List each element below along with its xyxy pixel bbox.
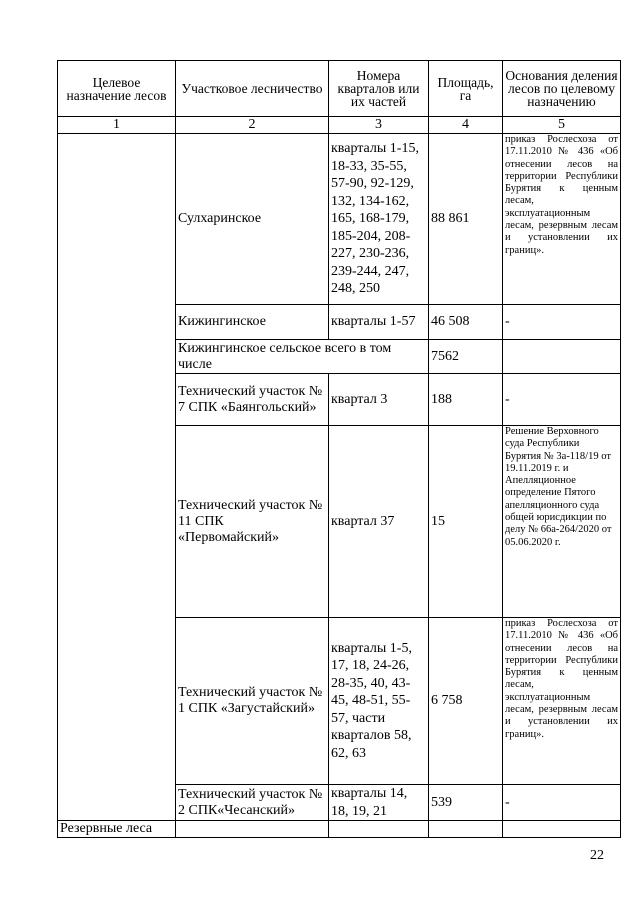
column-number: 2 — [176, 117, 329, 134]
header-forestry: Участковое лесничество — [176, 61, 329, 117]
empty-cell — [429, 821, 503, 838]
quarter-numbers: кварталы 1-5, 17, 18, 24-26, 28-35, 40, 43-45, 48-51, 55-57, части кварталов 58, 62, 63 — [329, 618, 429, 785]
quarter-numbers: квартал 3 — [329, 374, 429, 426]
quarter-numbers: кварталы 14, 18, 19, 21 — [329, 785, 429, 821]
empty-cell — [329, 821, 429, 838]
header-quarters: Номера кварталов или их частей — [329, 61, 429, 117]
header-basis: Основания деления лесов по целевому назначению — [503, 61, 621, 117]
basis-dash: - — [503, 305, 621, 340]
empty-cell — [176, 821, 329, 838]
header-purpose: Целевое назначение лесов — [58, 61, 176, 117]
basis-dash: - — [503, 785, 621, 821]
header-area: Площадь, га — [429, 61, 503, 117]
column-number: 5 — [503, 117, 621, 134]
forestry-name: Сулхаринское — [176, 134, 329, 305]
forestry-name: Технический участок № 2 СПК«Чесанский» — [176, 785, 329, 821]
table-row — [58, 134, 621, 305]
quarter-numbers: кварталы 1-57 — [329, 305, 429, 340]
page-number: 22 — [590, 848, 604, 863]
basis-text: приказ Рослесхоза от 17.11.2010 № 436 «Об отнесении лесов на территории Республики Бурятия к ценным лесам, эксплуатационным лесам, резервным лесам и установлении их границ». — [503, 618, 621, 785]
basis-dash: - — [503, 374, 621, 426]
basis-empty — [503, 340, 621, 374]
quarter-numbers: квартал 37 — [329, 426, 429, 618]
forest-purpose-table — [57, 60, 621, 838]
area-value: 6 758 — [429, 618, 503, 785]
purpose-reserve: Резервные леса — [58, 821, 176, 838]
empty-cell — [503, 821, 621, 838]
area-value: 539 — [429, 785, 503, 821]
forestry-name: Технический участок № 7 СПК «Баянгольский» — [176, 374, 329, 426]
header-row — [58, 61, 621, 117]
column-number: 4 — [429, 117, 503, 134]
area-value: 15 — [429, 426, 503, 618]
column-number: 3 — [329, 117, 429, 134]
table-row — [58, 821, 621, 838]
basis-text: Решение Верховного суда Республики Бурятия № 3а-118/19 от 19.11.2019 г. и Апелляционное определение Пятого апелляционного суда общей юрисдикции по делу № 66а-264/2020 от 05.06.2020 г. — [503, 426, 621, 618]
area-value: 188 — [429, 374, 503, 426]
forestry-name: Кижингинское сельское всего в том числе — [176, 340, 429, 374]
forestry-name: Технический участок № 11 СПК «Первомайский» — [176, 426, 329, 618]
forestry-name: Кижингинское — [176, 305, 329, 340]
forestry-name: Технический участок № 1 СПК «Загустайский» — [176, 618, 329, 785]
purpose-cell-empty — [58, 134, 176, 821]
area-value: 7562 — [429, 340, 503, 374]
area-value: 88 861 — [429, 134, 503, 305]
quarter-numbers: кварталы 1-15, 18-33, 35-55, 57-90, 92-129, 132, 134-162, 165, 168-179, 185-204, 208-227, 230-236, 239-244, 247, 248, 250 — [329, 134, 429, 305]
column-numbers-row — [58, 117, 621, 134]
area-value: 46 508 — [429, 305, 503, 340]
basis-text: приказ Рослесхоза от 17.11.2010 № 436 «Об отнесении лесов на территории Республики Бурятия к ценным лесам, эксплуатационным лесам, резервным лесам и установлении их границ». — [503, 134, 621, 305]
column-number: 1 — [58, 117, 176, 134]
